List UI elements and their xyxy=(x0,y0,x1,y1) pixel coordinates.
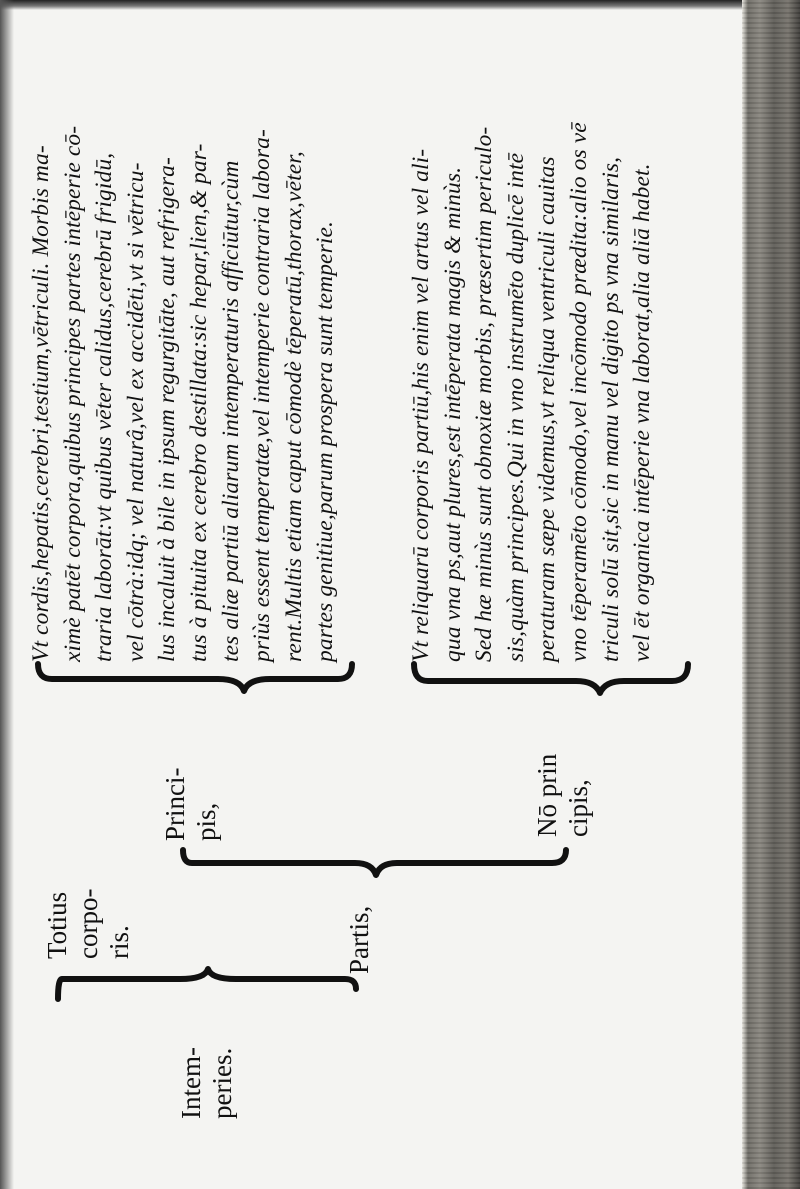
label-totius-corporis: Totius corpo- ris. xyxy=(42,888,134,959)
brace-root xyxy=(58,969,356,999)
brace-principis xyxy=(38,664,352,691)
text-block-principis: Vt cordis,hepatis,cerebri,testium,vētriculi. Morbis ma- ximè patēt corpora,quibus principes partes intēperie cō- traria laborāt:vt quibus vēter calidus,cerebrū frigidū, vel cōtrà:idq; vel naturâ,vel ex accidēti,vt si vētricu- lus incaluit à bile in ipsum regurgitāte, aut refrigera- tus à pituita ex cerebro destillata:sic hepar,lien,& par- tes aliæ partiū aliarum intemperaturis afficiūtur,cùm priùs essent temperatæ,vel intemperie contraria labora- rent.Multis etiam caput cōmodè tēperatū,thorax,vēter, partes genitiue,parum prospera sunt temperie. xyxy=(28,125,339,662)
label-principis: Princi- pis, xyxy=(160,767,221,841)
label-partis: Partis, xyxy=(344,905,374,974)
text-block-non-principis: Vt reliquarū corporis partiū,his enim vel artus vel ali- qua vna ps,aut plures,est intēperata magis & minùs. Sed hæ minùs sunt obnoxiæ morbis, præsertim periculo- sis,quàm principes.Qui in vno instrumēto duplicē intē peraturam sæpe videmus,vt reliqua ventriculi cauitas vno tēperamēto cōmodo,vel incōmodo prædita:alio os vē triculi solū sit,sic in manu vel digito ps vna similaris, vel ēt organica intēperie vna laborat,alia aliā habet. xyxy=(408,122,656,662)
label-intemperies: Intem- peries. xyxy=(176,1047,237,1119)
brace-non-principis xyxy=(414,664,688,693)
label-non-principis: Nō prin cipis, xyxy=(532,753,593,837)
brace-partis xyxy=(183,850,566,875)
book-binding xyxy=(742,0,800,1189)
